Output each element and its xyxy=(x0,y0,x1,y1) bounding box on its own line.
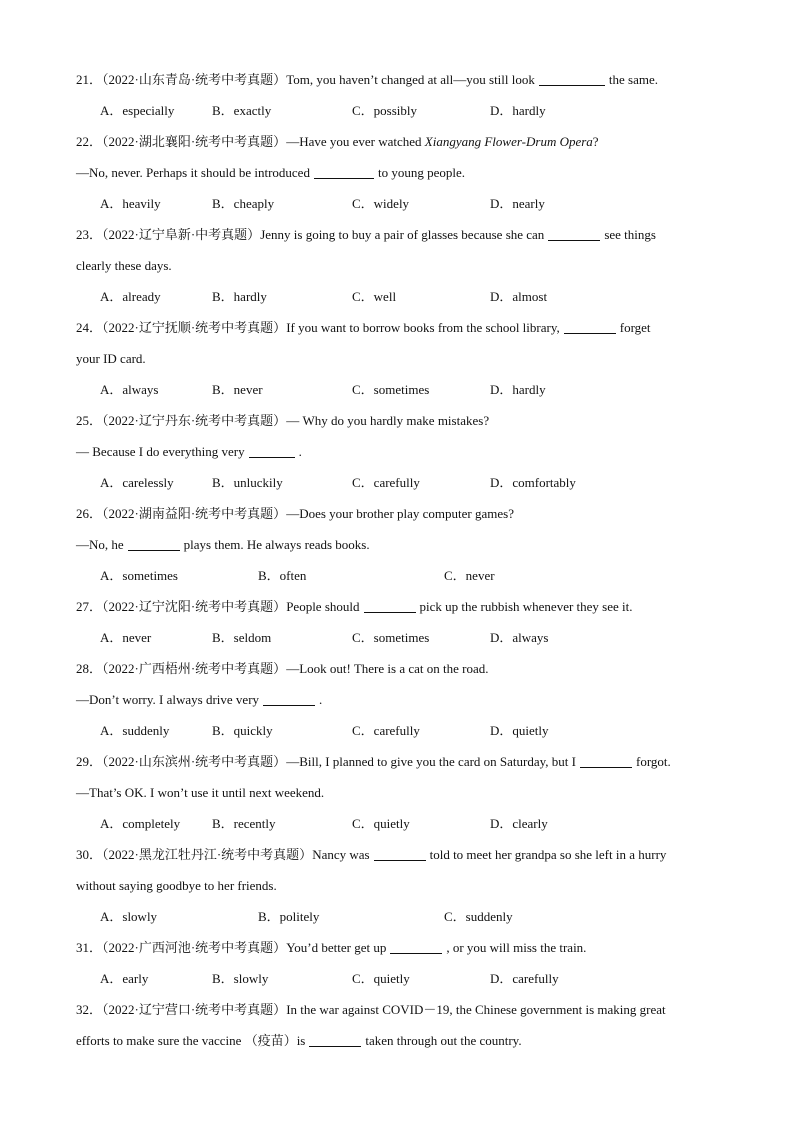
option-d[interactable]: D．hardly xyxy=(490,103,546,118)
question-number: 31． xyxy=(76,940,103,955)
options-row xyxy=(76,560,726,591)
answer-blank xyxy=(390,939,442,954)
option-b[interactable]: B．cheaply xyxy=(212,196,275,211)
question-26 xyxy=(76,498,726,591)
option-b[interactable]: B．politely xyxy=(258,909,320,924)
answer-blank xyxy=(539,71,605,86)
question-text: Nancy was xyxy=(312,847,370,862)
options-row xyxy=(76,622,726,653)
option-b[interactable]: B．slowly xyxy=(212,971,269,986)
option-a[interactable]: A．slowly xyxy=(100,909,158,924)
option-c[interactable]: C．carefully xyxy=(352,723,420,738)
question-source: （2022·广西河池·统考中考真题） xyxy=(102,940,287,955)
question-30 xyxy=(76,839,726,932)
option-c[interactable]: C．carefully xyxy=(352,475,420,490)
question-text: . xyxy=(298,444,302,459)
option-a[interactable]: A．never xyxy=(100,630,152,645)
question-text: In the war against COVID－19, the Chinese government is making great xyxy=(286,1002,666,1017)
question-text: Tom, you haven’t changed at all—you still look xyxy=(286,72,535,87)
option-a[interactable]: A．especially xyxy=(100,103,175,118)
options-row xyxy=(76,963,726,994)
question-number: 26． xyxy=(76,506,103,521)
question-22 xyxy=(76,126,726,219)
question-text: your ID card. xyxy=(76,351,146,366)
answer-blank xyxy=(580,753,632,768)
question-number: 21． xyxy=(76,72,103,87)
option-a[interactable]: A．carelessly xyxy=(100,475,174,490)
options-row xyxy=(76,467,726,498)
answer-blank xyxy=(249,443,295,458)
option-d[interactable]: D．always xyxy=(490,630,549,645)
options-row xyxy=(76,95,726,126)
question-text: — Why do you hardly make mistakes? xyxy=(286,413,490,428)
question-29 xyxy=(76,746,726,839)
question-text: taken through out the country. xyxy=(365,1033,522,1048)
question-text: —No, he xyxy=(76,537,124,552)
question-source: （2022·辽宁丹东·统考中考真题） xyxy=(102,413,287,428)
option-d[interactable]: D．hardly xyxy=(490,382,546,397)
option-a[interactable]: A．suddenly xyxy=(100,723,170,738)
option-b[interactable]: B．exactly xyxy=(212,103,272,118)
option-a[interactable]: A．early xyxy=(100,971,149,986)
question-source: （2022·辽宁沈阳·统考中考真题） xyxy=(102,599,287,614)
option-c[interactable]: C．possibly xyxy=(352,103,418,118)
question-text: — Because I do everything very xyxy=(76,444,245,459)
option-d[interactable]: D．quietly xyxy=(490,723,549,738)
question-32 xyxy=(76,994,726,1056)
options-row xyxy=(76,715,726,746)
question-source: （2022·湖北襄阳·统考中考真题） xyxy=(102,134,287,149)
question-number: 25． xyxy=(76,413,103,428)
option-a[interactable]: A．already xyxy=(100,289,161,304)
option-c[interactable]: C．sometimes xyxy=(352,630,430,645)
option-c[interactable]: C．sometimes xyxy=(352,382,430,397)
options-row xyxy=(76,281,726,312)
question-text: . xyxy=(319,692,323,707)
options-row xyxy=(76,188,726,219)
question-source: （2022·山东青岛·统考中考真题） xyxy=(102,72,287,87)
question-23 xyxy=(76,219,726,312)
option-d[interactable]: D．nearly xyxy=(490,196,545,211)
option-d[interactable]: D．carefully xyxy=(490,971,559,986)
question-number: 28． xyxy=(76,661,103,676)
option-c[interactable]: C．suddenly xyxy=(444,909,513,924)
question-24 xyxy=(76,312,726,405)
question-text: —Bill, I planned to give you the card on Saturday, but I xyxy=(286,754,576,769)
option-c[interactable]: C．quietly xyxy=(352,971,410,986)
option-d[interactable]: D．comfortably xyxy=(490,475,576,490)
question-text: forget xyxy=(619,320,651,335)
question-text: —Does your brother play computer games? xyxy=(286,506,514,521)
answer-blank xyxy=(263,691,315,706)
answer-blank xyxy=(564,319,616,334)
answer-blank xyxy=(548,226,600,241)
question-number: 24． xyxy=(76,320,103,335)
question-text: , or you will miss the train. xyxy=(446,940,587,955)
question-text: If you want to borrow books from the school library, xyxy=(286,320,560,335)
question-sheet xyxy=(76,64,726,1056)
option-d[interactable]: D．almost xyxy=(490,289,548,304)
question-text: told to meet her grandpa so she left in a hurry xyxy=(429,847,667,862)
question-source: （2022·辽宁抚顺·统考中考真题） xyxy=(102,320,287,335)
question-text: forgot. xyxy=(635,754,671,769)
answer-blank xyxy=(309,1032,361,1047)
question-27 xyxy=(76,591,726,653)
answer-blank xyxy=(364,598,416,613)
option-a[interactable]: A．heavily xyxy=(100,196,161,211)
question-source: （2022·广西梧州·统考中考真题） xyxy=(102,661,287,676)
option-c[interactable]: C．well xyxy=(352,289,397,304)
options-row xyxy=(76,808,726,839)
question-text: without saying goodbye to her friends. xyxy=(76,878,277,893)
question-25 xyxy=(76,405,726,498)
question-source: （2022·山东滨州·统考中考真题） xyxy=(102,754,287,769)
question-text: —Have you ever watched xyxy=(286,134,425,149)
option-c[interactable]: C．never xyxy=(444,568,495,583)
question-text: efforts to make sure the vaccine （疫苗）is xyxy=(76,1033,306,1048)
question-text: ? xyxy=(592,134,599,149)
question-text: see things xyxy=(604,227,656,242)
question-21 xyxy=(76,64,726,126)
option-b[interactable]: B．recently xyxy=(212,816,276,831)
answer-blank xyxy=(374,846,426,861)
answer-blank xyxy=(314,164,374,179)
option-b[interactable]: B．hardly xyxy=(212,289,267,304)
question-number: 30． xyxy=(76,847,103,862)
question-text: the same. xyxy=(608,72,658,87)
question-text: clearly these days. xyxy=(76,258,172,273)
question-31 xyxy=(76,932,726,994)
question-text: People should xyxy=(286,599,360,614)
question-text: plays them. He always reads books. xyxy=(183,537,370,552)
question-number: 27． xyxy=(76,599,103,614)
question-text: —That’s OK. I won’t use it until next weekend. xyxy=(76,785,325,800)
question-text: to young people. xyxy=(377,165,465,180)
option-b[interactable]: B．never xyxy=(212,382,263,397)
option-b[interactable]: B．often xyxy=(258,568,307,583)
question-source: （2022·辽宁阜新·中考真题） xyxy=(102,227,261,242)
opera-title: Xiangyang Flower-Drum Opera xyxy=(424,134,593,149)
question-source: （2022·辽宁营口·统考中考真题） xyxy=(102,1002,287,1017)
option-b[interactable]: B．seldom xyxy=(212,630,272,645)
question-source: （2022·黑龙江牡丹江·统考中考真题） xyxy=(102,847,313,862)
question-text: —Look out! There is a cat on the road. xyxy=(286,661,489,676)
option-a[interactable]: A．always xyxy=(100,382,159,397)
option-a[interactable]: A．sometimes xyxy=(100,568,178,583)
question-number: 32． xyxy=(76,1002,103,1017)
question-number: 23． xyxy=(76,227,103,242)
question-28 xyxy=(76,653,726,746)
question-source: （2022·湖南益阳·统考中考真题） xyxy=(102,506,287,521)
question-number: 22． xyxy=(76,134,103,149)
option-c[interactable]: C．quietly xyxy=(352,816,410,831)
option-b[interactable]: B．quickly xyxy=(212,723,273,738)
question-text: pick up the rubbish whenever they see it. xyxy=(419,599,633,614)
answer-blank xyxy=(128,536,180,551)
question-text: You’d better get up xyxy=(286,940,387,955)
options-row xyxy=(76,374,726,405)
question-text: Jenny is going to buy a pair of glasses because she can xyxy=(260,227,545,242)
option-b[interactable]: B．unluckily xyxy=(212,475,283,490)
option-c[interactable]: C．widely xyxy=(352,196,410,211)
option-a[interactable]: A．completely xyxy=(100,816,181,831)
question-text: —No, never. Perhaps it should be introduced xyxy=(76,165,310,180)
option-d[interactable]: D．clearly xyxy=(490,816,548,831)
question-number: 29． xyxy=(76,754,103,769)
options-row xyxy=(76,901,726,932)
question-text: —Don’t worry. I always drive very xyxy=(76,692,260,707)
